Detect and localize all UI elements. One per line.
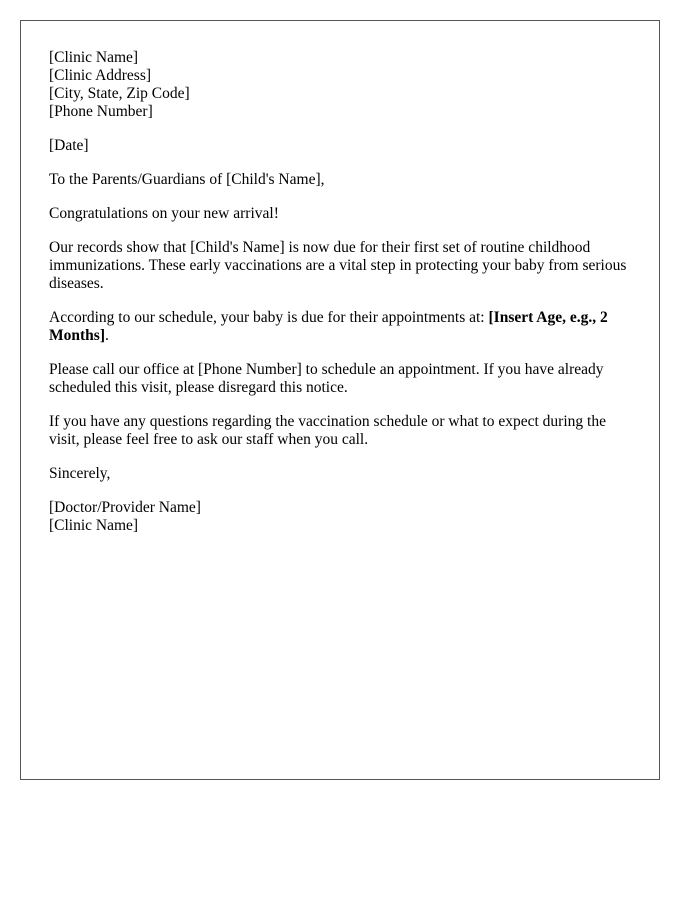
clinic-city-state-zip: [City, State, Zip Code]	[49, 85, 190, 102]
signature-block	[49, 499, 639, 535]
clinic-address: [Clinic Address]	[49, 67, 152, 84]
records-paragraph: Our records show that [Child's Name] is now due for their first set of routine childhood immunizations. These early vaccinations are a vital step in protecting your baby from serious diseases.	[49, 239, 627, 292]
schedule-paragraph	[49, 309, 639, 345]
clinic-phone: [Phone Number]	[49, 103, 153, 120]
provider-name: [Doctor/Provider Name]	[49, 499, 201, 516]
call-paragraph: Please call our office at [Phone Number] to schedule an appointment. If you have already scheduled this visit, please disregard this notice.	[49, 361, 604, 396]
letter-page	[20, 20, 660, 780]
letter-body	[49, 49, 639, 551]
schedule-age: [Insert Age, e.g., 2 Months]	[49, 309, 608, 344]
schedule-suffix: .	[104, 327, 109, 344]
congrats-paragraph: Congratulations on your new arrival!	[49, 205, 279, 222]
schedule-prefix: According to our schedule, your baby is due for their appointments at:	[49, 309, 489, 326]
closing: Sincerely,	[49, 465, 111, 482]
clinic-header	[49, 49, 639, 121]
letter-date: [Date]	[49, 137, 89, 154]
questions-paragraph: If you have any questions regarding the vaccination schedule or what to expect during the visit, please feel free to ask our staff when you call.	[49, 413, 606, 448]
clinic-name: [Clinic Name]	[49, 49, 139, 66]
signature-clinic-name: [Clinic Name]	[49, 517, 139, 534]
salutation: To the Parents/Guardians of [Child's Name],	[49, 171, 325, 188]
